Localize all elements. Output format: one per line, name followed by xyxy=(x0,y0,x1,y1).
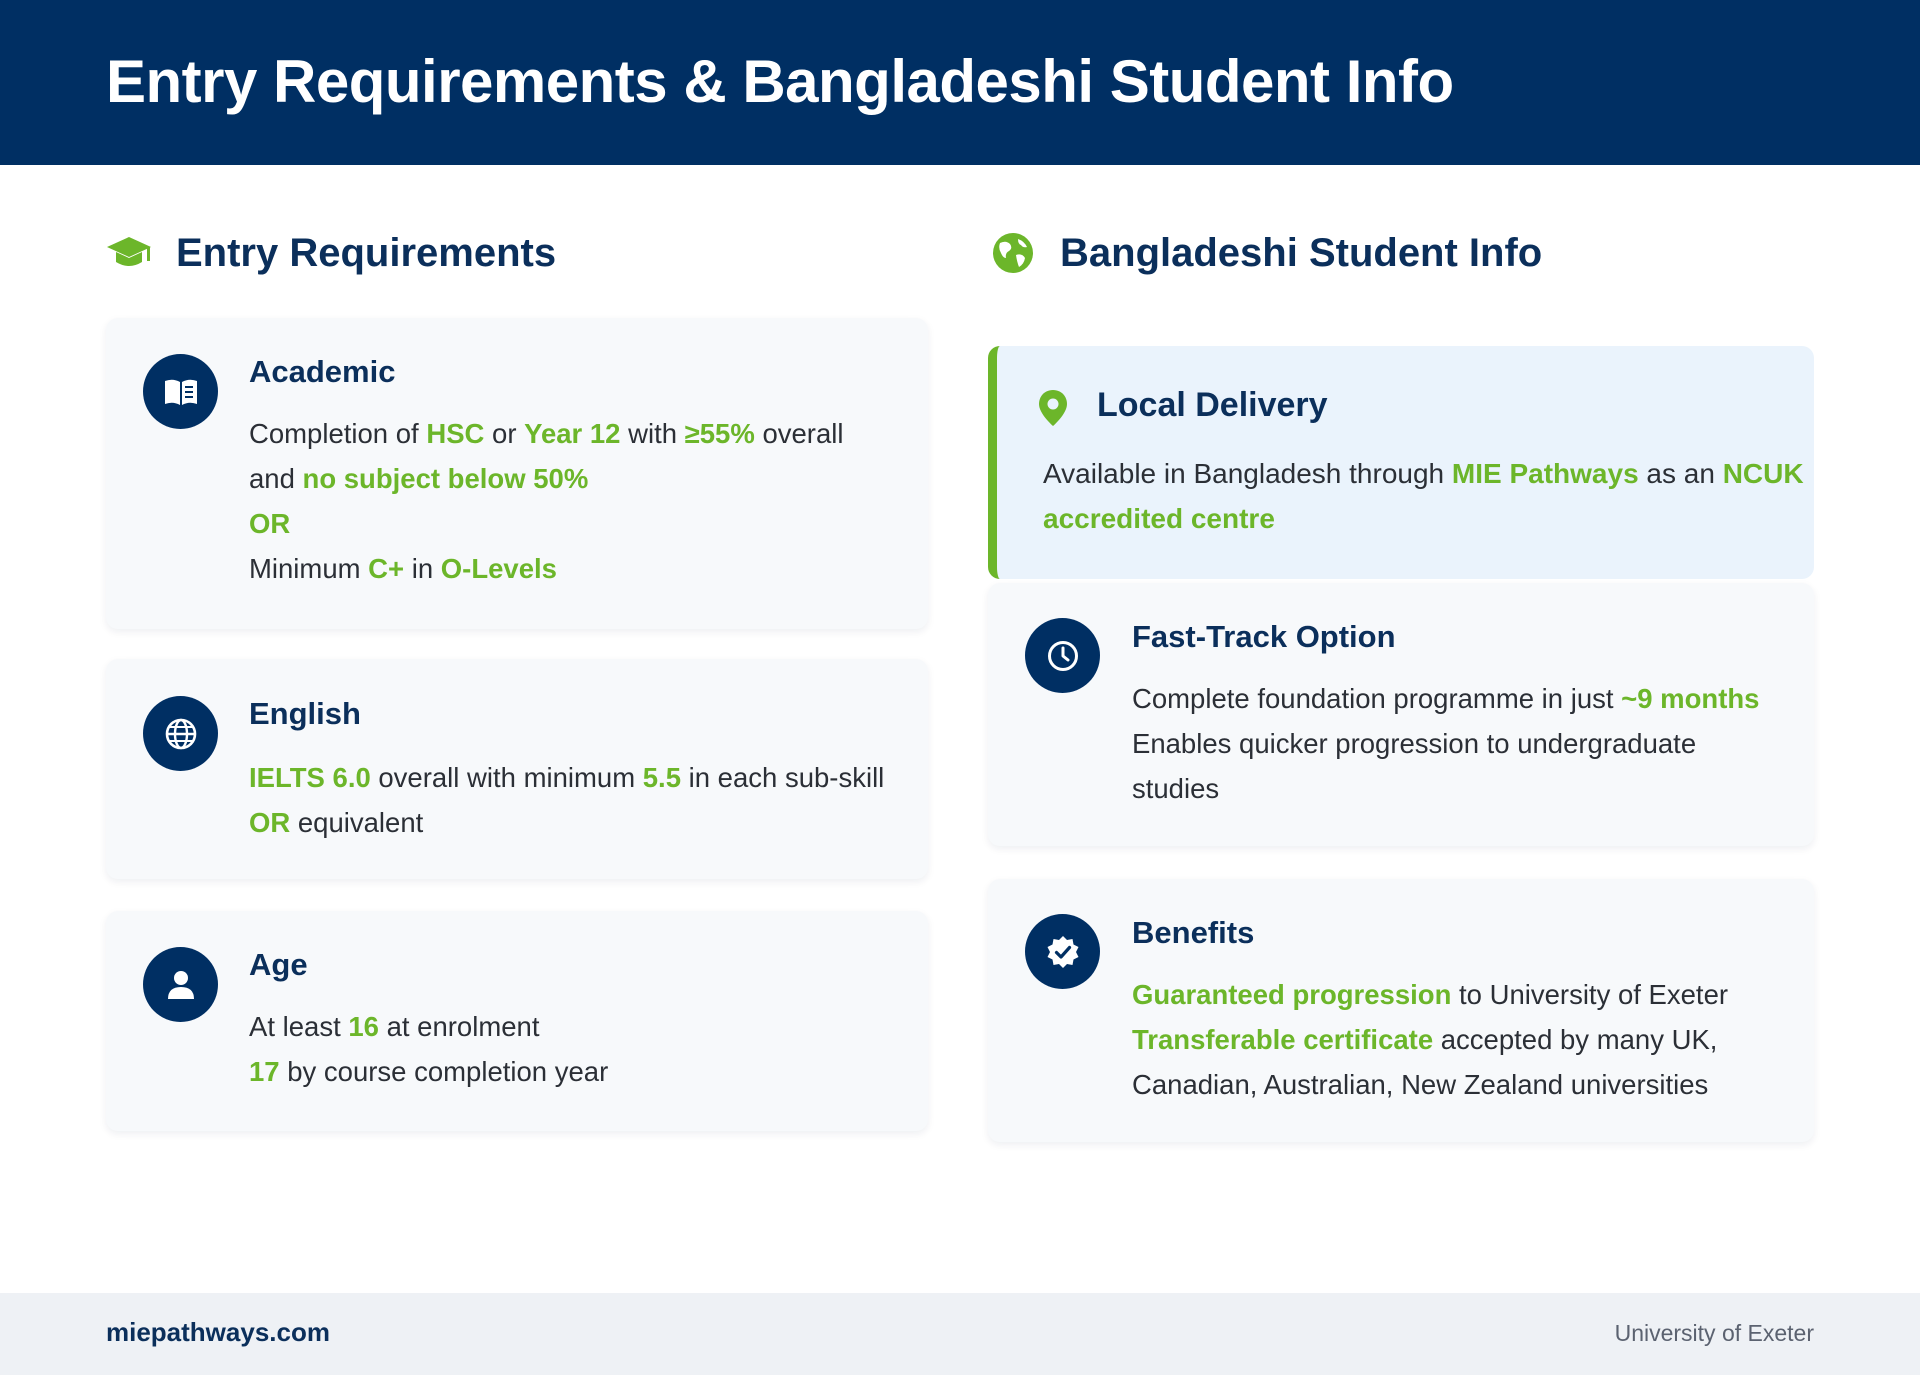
english-card xyxy=(106,659,928,879)
local-delivery-panel xyxy=(988,346,1814,579)
academic-year12: Year 12 xyxy=(524,418,621,449)
fast-track-card xyxy=(988,583,1814,846)
local-delivery-text: as an xyxy=(1638,458,1723,489)
academic-grade: C+ xyxy=(368,553,405,584)
student-info-heading xyxy=(990,225,1542,281)
globe-icon xyxy=(143,696,218,771)
english-subskill-min: 5.5 xyxy=(642,762,681,793)
english-line-2 xyxy=(249,800,898,845)
benefits-text: accepted by many UK, xyxy=(1433,1024,1718,1055)
benefits-title: Benefits xyxy=(1132,915,1255,950)
academic-hsc: HSC xyxy=(426,418,485,449)
english-text: equivalent xyxy=(290,807,424,838)
local-delivery-line-1 xyxy=(1043,451,1804,496)
academic-title: Academic xyxy=(249,354,396,389)
local-delivery-title: Local Delivery xyxy=(1097,386,1328,424)
academic-text: Completion of xyxy=(249,418,427,449)
map-pin-icon xyxy=(1037,388,1069,428)
fast-track-duration: ~9 months xyxy=(1621,683,1760,714)
age-line-2 xyxy=(249,1049,898,1094)
academic-subject-min: no subject below 50% xyxy=(302,463,589,494)
fast-track-line-2: Enables quicker progression to undergraduate xyxy=(1132,728,1697,759)
academic-text: Minimum xyxy=(249,553,369,584)
student-info-title: Bangladeshi Student Info xyxy=(1060,230,1543,275)
age-text: by course completion year xyxy=(279,1056,609,1087)
age-text: at enrolment xyxy=(378,1011,540,1042)
benefits-body xyxy=(1132,972,1784,1107)
clock-icon xyxy=(1025,618,1100,693)
academic-olevels: O-Levels xyxy=(440,553,557,584)
english-ielts: IELTS 6.0 xyxy=(249,762,371,793)
book-icon xyxy=(143,354,218,429)
benefits-line-2 xyxy=(1132,1017,1784,1062)
academic-text: with xyxy=(620,418,685,449)
local-delivery-ncuk: NCUK xyxy=(1722,458,1804,489)
age-card xyxy=(106,911,928,1131)
age-completion: 17 xyxy=(249,1056,280,1087)
graduation-cap-icon xyxy=(106,230,152,276)
age-min-enrolment: 16 xyxy=(348,1011,379,1042)
academic-text: in xyxy=(404,553,441,584)
academic-card xyxy=(106,318,928,629)
entry-requirements-title: Entry Requirements xyxy=(176,230,557,275)
academic-line-2 xyxy=(249,456,898,501)
local-delivery-accredited: accredited centre xyxy=(1043,503,1275,534)
academic-text: and xyxy=(249,463,303,494)
english-text: overall with minimum xyxy=(370,762,643,793)
english-text: in each sub-skill xyxy=(681,762,885,793)
age-text: At least xyxy=(249,1011,349,1042)
academic-text: overall xyxy=(754,418,844,449)
footer-partner: University of Exeter xyxy=(1614,1320,1814,1346)
fast-track-line-3: studies xyxy=(1132,773,1220,804)
local-delivery-mie: MIE Pathways xyxy=(1451,458,1639,489)
benefits-card xyxy=(988,879,1814,1142)
benefits-text: to University of Exeter xyxy=(1451,979,1729,1010)
badge-check-icon xyxy=(1025,914,1100,989)
footer xyxy=(0,1293,1920,1375)
age-title: Age xyxy=(249,947,308,982)
benefits-guaranteed: Guaranteed progression xyxy=(1132,979,1452,1010)
fast-track-text: Complete foundation programme in just xyxy=(1132,683,1622,714)
benefits-transferable: Transferable certificate xyxy=(1132,1024,1434,1055)
english-or: OR xyxy=(249,807,291,838)
local-delivery-text: Available in Bangladesh through xyxy=(1043,458,1452,489)
local-delivery-body xyxy=(1043,451,1804,541)
academic-line-4 xyxy=(249,546,898,591)
english-title: English xyxy=(249,696,361,731)
english-line-1 xyxy=(249,755,898,800)
academic-body xyxy=(249,411,898,591)
age-body xyxy=(249,1004,898,1094)
academic-or: OR xyxy=(249,508,291,539)
fast-track-body xyxy=(1132,676,1784,811)
header-bar xyxy=(0,0,1920,165)
earth-icon xyxy=(990,230,1036,276)
benefits-line-1 xyxy=(1132,972,1784,1017)
age-line-1 xyxy=(249,1004,898,1049)
footer-website: miepathways.com xyxy=(106,1317,330,1347)
academic-text: or xyxy=(484,418,525,449)
fast-track-line-1 xyxy=(1132,676,1784,721)
english-body xyxy=(249,755,898,845)
benefits-line-3: Canadian, Australian, New Zealand universities xyxy=(1132,1069,1709,1100)
entry-requirements-heading xyxy=(106,225,556,281)
page-title: Entry Requirements & Bangladeshi Student Info xyxy=(106,48,1454,115)
user-icon xyxy=(143,947,218,1022)
academic-percentage: ≥55% xyxy=(684,418,755,449)
academic-line-1 xyxy=(249,411,898,456)
fast-track-title: Fast-Track Option xyxy=(1132,619,1396,654)
